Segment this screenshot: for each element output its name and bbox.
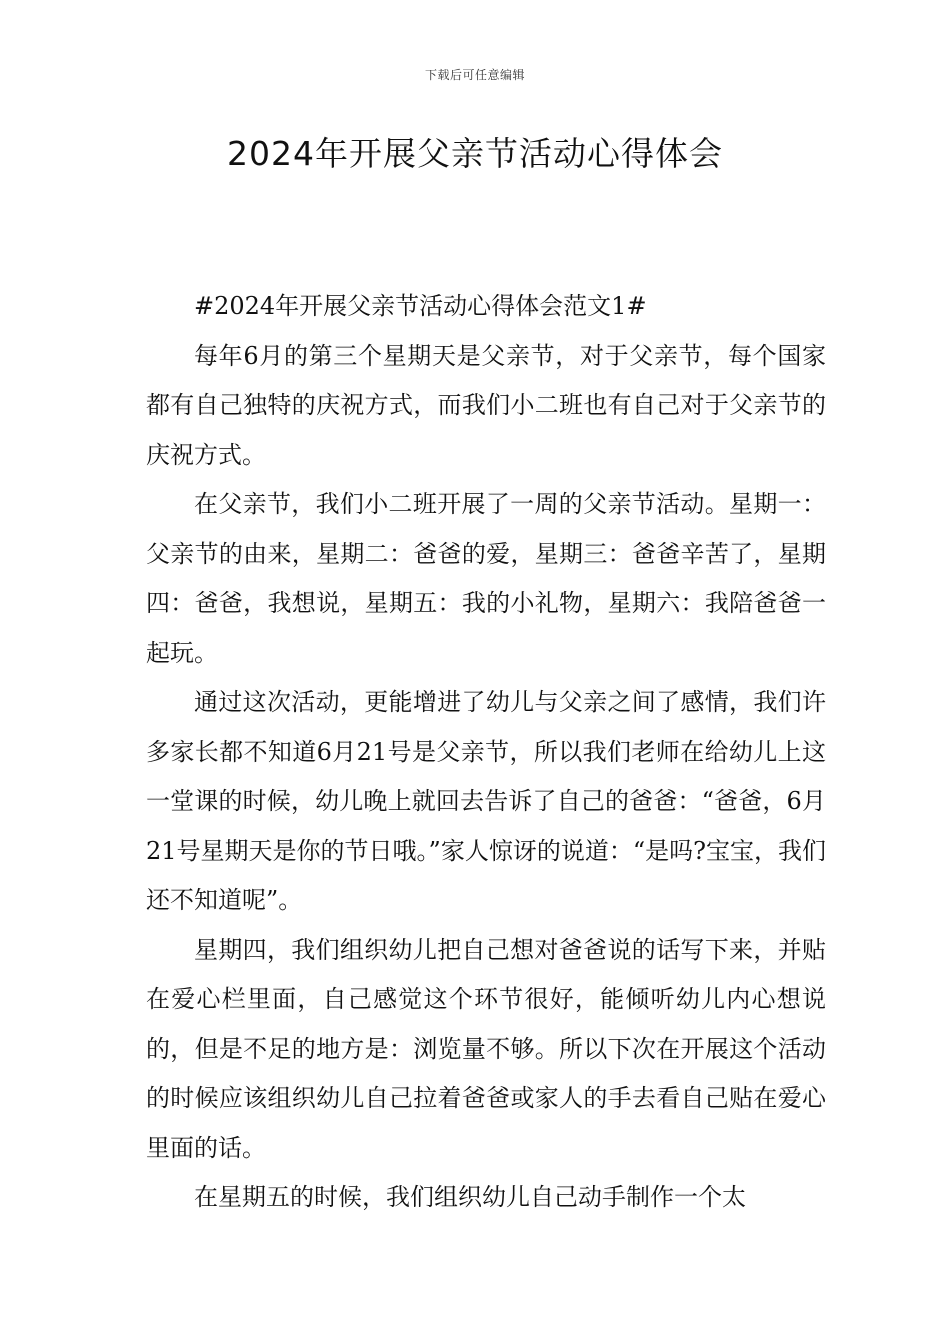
paragraph: 通过这次活动，更能增进了幼儿与父亲之间了感情，我们许多家长都不知道6月21号是父亲节，所以我们老师在给幼儿上这一堂课的时候，幼儿晚上就回去告诉了自己的爸爸：“爸爸，6月21号星期天是你的节日哦。”家人惊讶的说道：“是吗?宝宝，我们还不知道呢”。 xyxy=(146,688,826,914)
paragraph: 每年6月的第三个星期天是父亲节，对于父亲节，每个国家都有自己独特的庆祝方式，而我们小二班也有自己对于父亲节的庆祝方式。 xyxy=(146,341,826,469)
paragraph: 在星期五的时候，我们组织幼儿自己动手制作一个太 xyxy=(194,1183,746,1211)
document-body xyxy=(146,282,826,1223)
paragraph: 在父亲节，我们小二班开展了一周的父亲节活动。星期一：父亲节的由来，星期二：爸爸的爱，星期三：爸爸辛苦了，星期四：爸爸，我想说，星期五：我的小礼物，星期六：我陪爸爸一起玩。 xyxy=(146,490,826,667)
header-note: 下载后可任意编辑 xyxy=(424,68,525,82)
section-heading: #2024年开展父亲节活动心得体会范文1# xyxy=(194,292,647,320)
document-title: 2024年开展父亲节活动心得体会 xyxy=(227,134,723,173)
paragraph: 星期四，我们组织幼儿把自己想对爸爸说的话写下来，并贴在爱心栏里面，自己感觉这个环节很好，能倾听幼儿内心想说的，但是不足的地方是：浏览量不够。所以下次在开展这个活动的时候应该组织幼儿自己拉着爸爸或家人的手去看自己贴在爱心里面的话。 xyxy=(146,935,826,1162)
